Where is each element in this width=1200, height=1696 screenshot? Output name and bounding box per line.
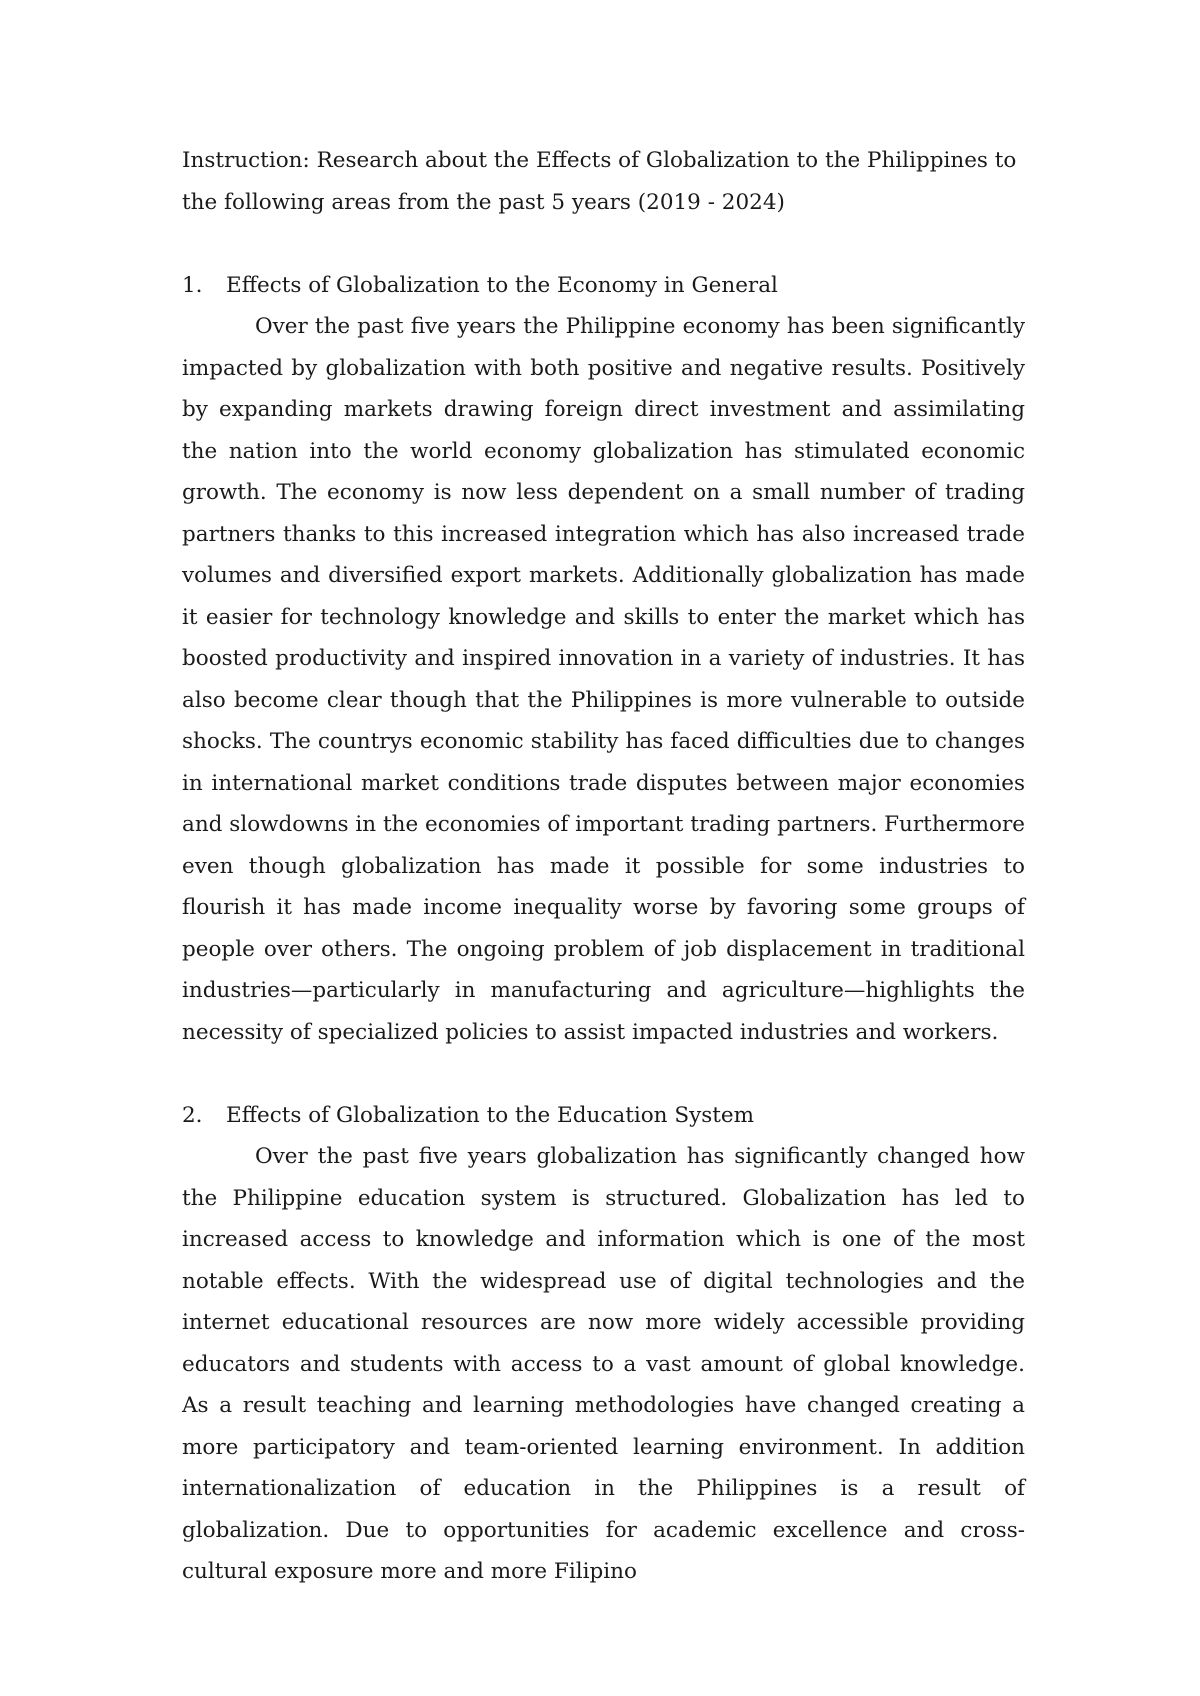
section-number: 2. — [182, 1102, 203, 1128]
document-body — [182, 140, 1025, 1593]
section-title: Effects of Globalization to the Education System — [226, 1102, 755, 1128]
section-paragraph: Over the past five years globalization has significantly changed how the Philippine education system is structured. Globalization has led to increased access to knowledge and information which is one of the most notable effects. With the widespread use of digital technologies and the internet educational resources are now more widely accessible providing educators and students with access to a vast amount of global knowledge. As a result teaching and learning methodologies have changed creating a more participatory and team-oriented learning environment. In addition internationalization of education in the Philippines is a result of globalization. Due to opportunities for academic excellence and cross-cultural exposure more and more Filipino — [182, 1144, 1025, 1584]
section-number: 1. — [182, 272, 203, 298]
section-economy — [182, 265, 1025, 1054]
section-heading — [182, 265, 1025, 307]
instruction-text: Instruction: Research about the Effects of Globalization to the Philippines to the following areas from the past 5 years (2019 - 2024) — [182, 148, 1017, 215]
section-paragraph: Over the past five years the Philippine economy has been significantly impacted by globalization with both positive and negative results. Positively by expanding markets drawing foreign direct investment and assimilating the nation into the world economy globalization has stimulated economic growth. The economy is now less dependent on a small number of trading partners thanks to this increased integration which has also increased trade volumes and diversified export markets. Additionally globalization has made it easier for technology knowledge and skills to enter the market which has boosted productivity and inspired innovation in a variety of industries. It has also become clear though that the Philippines is more vulnerable to outside shocks. The countrys economic stability has faced difficulties due to changes in international market conditions trade disputes between major economies and slowdowns in the economies of important trading partners. Furthermore even though globalization has made it possible for some industries to flourish it has made income inequality worse by favoring some groups of people over others. The ongoing problem of job displacement in traditional industries—particularly in manufacturing and agriculture—highlights the necessity of specialized policies to assist impacted industries and workers. — [182, 314, 1025, 1045]
section-education — [182, 1095, 1025, 1593]
section-heading — [182, 1095, 1025, 1137]
section-title: Effects of Globalization to the Economy in General — [226, 272, 778, 298]
